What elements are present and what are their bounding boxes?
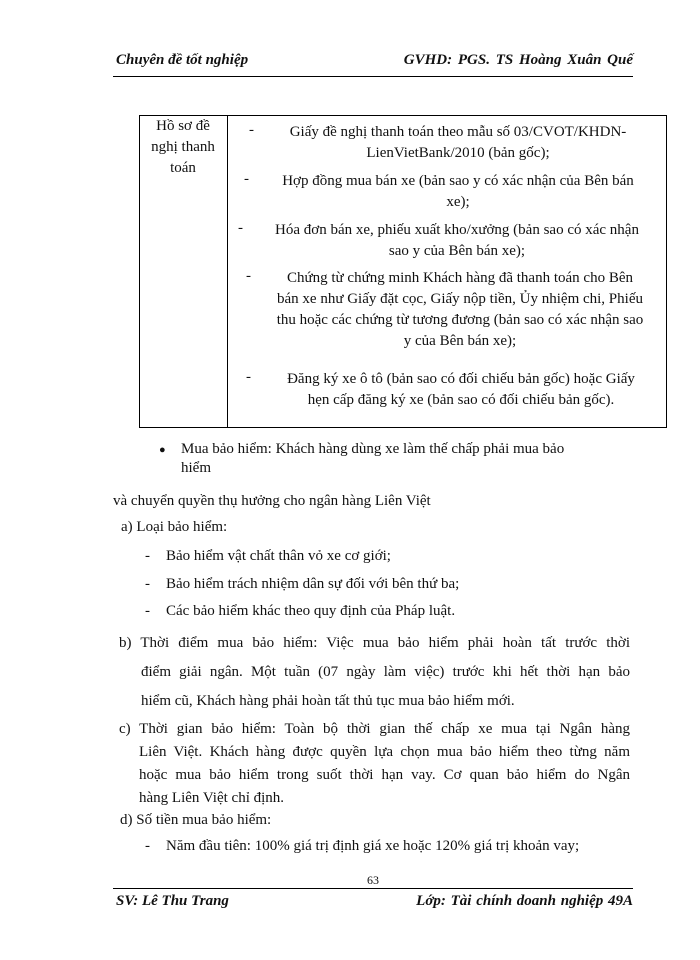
table-item-line: Đăng ký xe ô tô (bản sao có đối chiếu bản gốc) hoặc Giấy xyxy=(287,371,635,387)
table-item-dash: - xyxy=(238,220,243,236)
paragraph-line: c) Thời gian bảo hiểm: Toàn bộ thời gian thế chấp xe mua tại Ngân hàng xyxy=(119,721,630,737)
table-item-line: thu hoặc các chứng từ tương đương (bản sao có xác nhận sao xyxy=(276,312,644,328)
table-item xyxy=(262,369,660,411)
section-a-heading: a) Loại bảo hiểm: xyxy=(121,519,228,535)
paragraph-line: điểm giải ngân. Một tuần (07 ngày làm việc) trước khi hết thời hạn bảo xyxy=(141,664,630,680)
list-dash: - xyxy=(145,838,150,854)
bullet-icon: ● xyxy=(159,444,166,456)
table-item-line: Giấy đề nghị thanh toán theo mẫu số 03/CVOT/KHDN- xyxy=(289,124,627,140)
table-item-line: bán xe như Giấy đặt cọc, Giấy nộp tiền, Ủy nhiệm chi, Phiếu xyxy=(277,291,643,307)
table-item-line: hẹn cấp đăng ký xe (bản sao có đối chiếu bản gốc). xyxy=(307,392,615,408)
header-left: Chuyên đề tốt nghiệp xyxy=(116,52,249,68)
section-d-heading: d) Số tiền mua bảo hiểm: xyxy=(120,812,272,828)
table-item-line: Hóa đơn bán xe, phiếu xuất kho/xưởng (bản sao có xác nhận xyxy=(275,222,639,238)
header-rule xyxy=(113,76,633,77)
section-c-paragraph xyxy=(119,718,630,810)
table-item-dash: - xyxy=(244,171,249,187)
paragraph-line: hàng Liên Việt chỉ định. xyxy=(139,790,285,806)
header-right: GVHD: PGS. TS Hoàng Xuân Quế xyxy=(403,52,633,68)
table-item-line: sao y của Bên bán xe); xyxy=(388,243,526,259)
footer-right: Lớp: Tài chính doanh nghiệp 49A xyxy=(416,893,633,909)
table-item-line: LienVietBank/2010 (bản gốc); xyxy=(366,145,550,161)
footer-left: SV: Lê Thu Trang xyxy=(116,893,229,909)
table-item xyxy=(256,268,664,352)
table-label-line: nghị thanh xyxy=(151,139,215,155)
section-b-paragraph xyxy=(119,629,630,716)
bullet-text-line: Mua bảo hiểm: Khách hàng dùng xe làm thế chấp phải mua bảo xyxy=(181,441,565,457)
table-label-line: Hồ sơ đề xyxy=(156,118,210,134)
table-item-dash: - xyxy=(246,268,251,284)
paragraph-line: hiểm cũ, Khách hàng phải hoàn tất thủ tục mua bảo hiểm mới. xyxy=(141,693,515,709)
page-number: 63 xyxy=(367,873,379,887)
table-label-line: toán xyxy=(170,160,196,176)
table-item xyxy=(268,122,648,164)
footer-rule xyxy=(113,888,633,889)
paragraph-line: b) Thời điểm mua bảo hiểm: Việc mua bảo hiểm phải hoàn tất trước thời xyxy=(119,635,630,651)
table-item xyxy=(258,171,658,213)
list-item: Bảo hiểm trách nhiệm dân sự đối với bên thứ ba; xyxy=(166,576,460,592)
list-item: Bảo hiểm vật chất thân vỏ xe cơ giới; xyxy=(166,548,391,564)
table-item-dash: - xyxy=(249,122,254,138)
table-label-cell xyxy=(140,116,226,179)
list-item: Các bảo hiểm khác theo quy định của Pháp luật. xyxy=(166,603,456,619)
paragraph-line: hoặc mua bảo hiểm trong suốt thời hạn vay. Cơ quan bảo hiểm do Ngân xyxy=(139,767,630,783)
table-item-dash: - xyxy=(246,369,251,385)
transfer-sentence: và chuyển quyền thụ hưởng cho ngân hàng Liên Việt xyxy=(113,493,431,509)
table-item xyxy=(252,220,662,262)
table-item-line: Hợp đồng mua bán xe (bản sao y có xác nhận của Bên bán xyxy=(282,173,634,189)
table-item-line: xe); xyxy=(446,194,470,210)
bullet-text-line: hiểm xyxy=(181,460,211,476)
list-dash: - xyxy=(145,603,150,619)
list-dash: - xyxy=(145,576,150,592)
table-column-divider xyxy=(227,115,228,428)
table-item-line: y của Bên bán xe); xyxy=(403,333,517,349)
table-item-line: Chứng từ chứng minh Khách hàng đã thanh toán cho Bên xyxy=(287,270,633,286)
list-item: Năm đầu tiên: 100% giá trị định giá xe hoặc 120% giá trị khoản vay; xyxy=(166,838,580,854)
list-dash: - xyxy=(145,548,150,564)
paragraph-line: Liên Việt. Khách hàng được quyền lựa chọn mua bảo hiểm theo từng năm xyxy=(139,744,630,760)
